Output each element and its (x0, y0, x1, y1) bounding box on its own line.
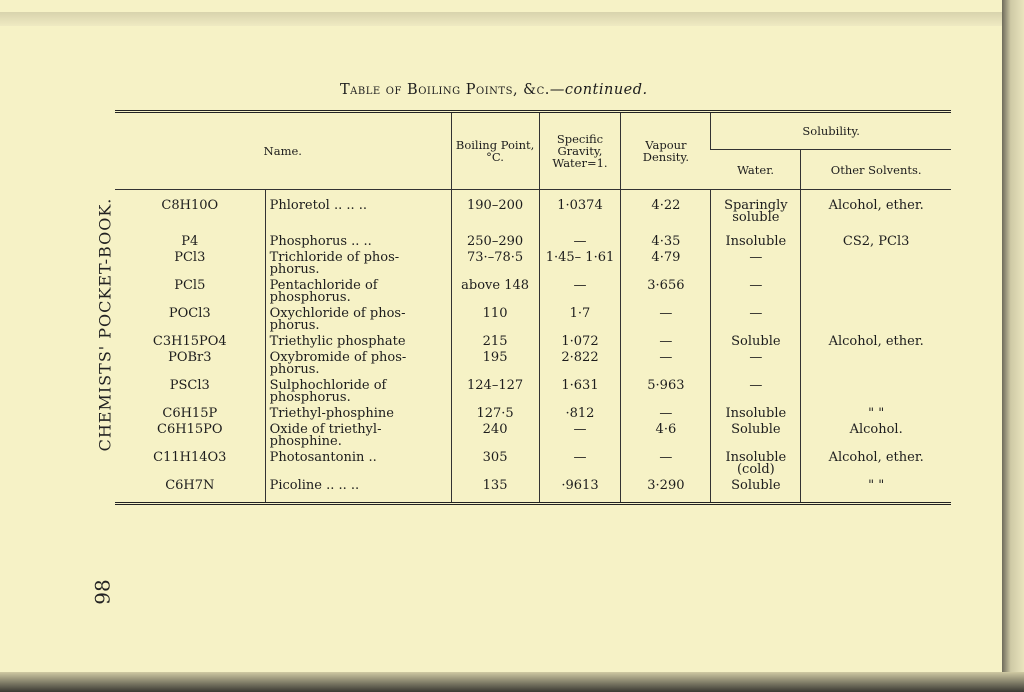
cell-water: — (711, 250, 801, 278)
header-solubility: Solubility. (711, 112, 951, 150)
cell-water: Insoluble (711, 406, 801, 422)
cell-formula: PCl3 (174, 249, 206, 265)
cell-name: Sulphochloride of phosphorus. (265, 378, 451, 406)
page-title (340, 82, 648, 98)
cell-boiling-point: 195 (451, 350, 539, 378)
cell-other-solvents: CS2, PCl3 (801, 234, 951, 250)
cell-boiling-point: 124–127 (451, 378, 539, 406)
cell-other-solvents (801, 350, 951, 378)
cell-vapour-density: 4·35 (621, 234, 711, 250)
cell-specific-gravity: 1·45– 1·61 (539, 250, 621, 278)
cell-formula: C6H7N (115, 478, 265, 504)
cell-other-solvents (801, 378, 951, 406)
cell-formula: PSCl3 (169, 377, 210, 393)
cell-vapour-density: — (621, 406, 711, 422)
cell-other-solvents (801, 250, 951, 278)
cell-other-solvents: Alcohol. (801, 422, 951, 450)
header-other-solvents: Other Solvents. (801, 150, 951, 190)
cell-other-solvents: Alcohol, ether. (801, 450, 951, 478)
cell-boiling-point: above 148 (451, 278, 539, 306)
cell-formula: C11H14O3 (153, 449, 227, 465)
table-row (115, 478, 951, 504)
cell-specific-gravity: — (539, 422, 621, 450)
table-row (115, 234, 951, 250)
cell-water: — (711, 350, 801, 378)
cell-name: Photosantonin .. (265, 450, 451, 478)
cell-vapour-density: — (621, 350, 711, 378)
cell-water: — (711, 378, 801, 406)
cell-vapour-density: 3·656 (621, 278, 711, 306)
cell-specific-gravity: ·9613 (539, 478, 621, 504)
cell-name: Phloretol .. .. .. (265, 190, 451, 234)
cell-name: Triethylic phosphate (265, 334, 451, 350)
cell-specific-gravity: — (539, 234, 621, 250)
cell-water: Insoluble (cold) (711, 450, 801, 478)
header-water: Water. (711, 150, 801, 190)
cell-vapour-density: 5·963 (621, 378, 711, 406)
cell-other-solvents: Alcohol, ether. (801, 334, 951, 350)
header-specific-gravity: Specific Gravity, Water=1. (539, 112, 621, 190)
cell-boiling-point: 240 (451, 422, 539, 450)
table-body (115, 190, 951, 504)
cell-formula: POBr3 (168, 349, 212, 365)
cell-formula: POCl3 (168, 305, 211, 321)
book-bottom-edge (0, 672, 1024, 692)
cell-specific-gravity: — (539, 450, 621, 478)
cell-name: Oxide of triethyl-phosphine. (265, 422, 451, 450)
page-number: 98 (90, 579, 115, 605)
title-caps: Table of Boiling Points, &c. (340, 82, 550, 98)
cell-vapour-density: 4·79 (621, 250, 711, 278)
cell-specific-gravity: ·812 (539, 406, 621, 422)
table-row (115, 378, 951, 406)
table-row (115, 450, 951, 478)
cell-boiling-point: 190–200 (451, 190, 539, 234)
cell-other-solvents (801, 278, 951, 306)
table-row (115, 422, 951, 450)
cell-water: Soluble (711, 422, 801, 450)
cell-formula: C6H15PO (157, 421, 223, 437)
cell-vapour-density: — (621, 334, 711, 350)
cell-formula: PCl5 (174, 277, 206, 293)
cell-boiling-point: 127·5 (451, 406, 539, 422)
cell-vapour-density: — (621, 306, 711, 334)
cell-other-solvents: " " (801, 406, 951, 422)
cell-formula: C8H10O (161, 198, 219, 213)
cell-water: Soluble (711, 478, 801, 504)
cell-water: Sparingly soluble (711, 190, 801, 234)
cell-other-solvents: Alcohol, ether. (801, 190, 951, 234)
cell-name: Phosphorus .. .. (265, 234, 451, 250)
cell-specific-gravity: 1·7 (539, 306, 621, 334)
header-vapour-density: Vapour Density. (621, 112, 711, 190)
table-row (115, 278, 951, 306)
cell-other-solvents: " " (801, 478, 951, 504)
cell-vapour-density: 4·6 (621, 422, 711, 450)
cell-specific-gravity: 1·072 (539, 334, 621, 350)
cell-specific-gravity: 1·0374 (539, 190, 621, 234)
cell-boiling-point: 215 (451, 334, 539, 350)
table-row (115, 306, 951, 334)
cell-water: Soluble (711, 334, 801, 350)
cell-boiling-point: 250–290 (451, 234, 539, 250)
cell-specific-gravity: — (539, 278, 621, 306)
cell-name: Trichloride of phos-phorus. (265, 250, 451, 278)
cell-name: Pentachloride of phosphorus. (265, 278, 451, 306)
cell-formula: C6H15P (162, 405, 218, 421)
cell-name: Picoline .. .. .. (265, 478, 451, 504)
running-head-text: CHEMISTS' POCKET-BOOK. (95, 197, 115, 452)
header-name: Name. (115, 112, 451, 190)
cell-specific-gravity: 1·631 (539, 378, 621, 406)
book-right-edge (1002, 0, 1024, 692)
cell-formula: C3H15PO4 (152, 333, 227, 349)
cell-vapour-density: 3·290 (621, 478, 711, 504)
cell-water: — (711, 306, 801, 334)
cell-specific-gravity: 2·822 (539, 350, 621, 378)
table-row (115, 190, 951, 234)
boiling-points-table (115, 110, 951, 505)
header-boiling-point: Boiling Point, °C. (451, 112, 539, 190)
page-top-shadow (0, 12, 1002, 26)
table-row (115, 250, 951, 278)
cell-vapour-density: 4·22 (621, 190, 711, 234)
cell-other-solvents (801, 306, 951, 334)
cell-formula: P4 (181, 233, 199, 249)
cell-boiling-point: 305 (451, 450, 539, 478)
cell-name: Triethyl-phosphine (265, 406, 451, 422)
table-row (115, 350, 951, 378)
table-row (115, 406, 951, 422)
cell-vapour-density: — (621, 450, 711, 478)
table-row (115, 334, 951, 350)
cell-boiling-point: 135 (451, 478, 539, 504)
title-continued: —continued. (549, 82, 648, 98)
cell-water: — (711, 278, 801, 306)
cell-boiling-point: 110 (451, 306, 539, 334)
cell-boiling-point: 73·–78·5 (451, 250, 539, 278)
cell-water: Insoluble (711, 234, 801, 250)
cell-name: Oxybromide of phos-phorus. (265, 350, 451, 378)
cell-name: Oxychloride of phos-phorus. (265, 306, 451, 334)
